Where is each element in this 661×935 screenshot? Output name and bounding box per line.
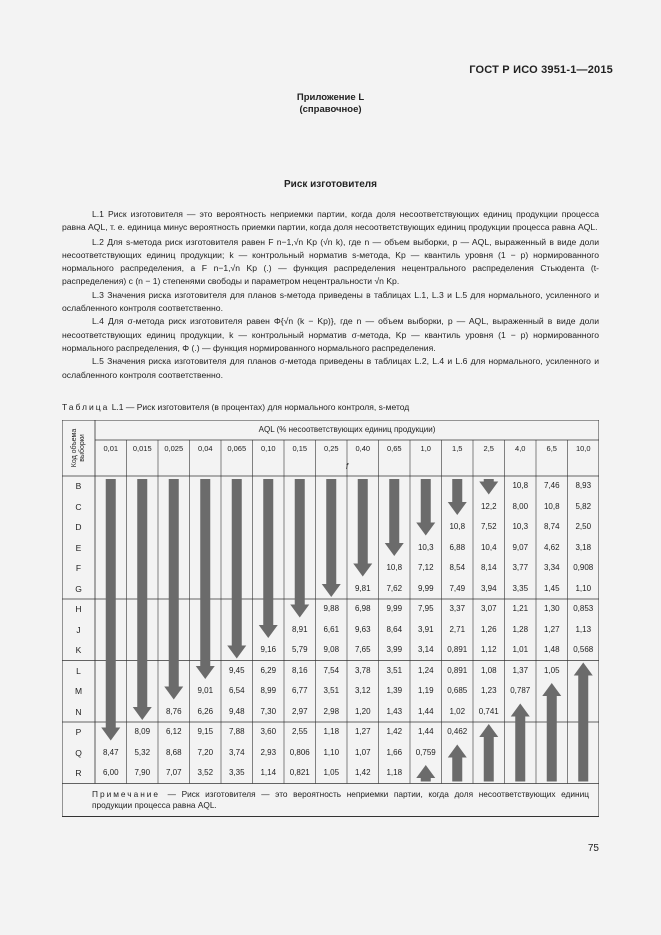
- table-cell: 3,34: [543, 563, 560, 572]
- table-cell: 1,44: [417, 727, 434, 736]
- table-cell: 6,12: [165, 727, 182, 736]
- paragraph-l1: L.1 Риск изготовителя — это вероятность неприемки партии, когда доля несоответствующих единиц продукции процесса равна AQL, т. е. единица минус вероятность приемки партии, когда доля несоответствующих единиц продукции процесса равна AQL.: [62, 209, 599, 233]
- table-cell: 6,77: [291, 686, 308, 695]
- table-cell: 10,8: [543, 501, 560, 511]
- table-cell: 7,46: [543, 481, 560, 490]
- table-cell: 0,908: [573, 563, 594, 572]
- table-cell: 3,35: [512, 583, 529, 593]
- table-cell: 1,26: [480, 624, 497, 634]
- table-cell: 8,93: [575, 481, 592, 490]
- corner-label-text: Код объема выборки: [70, 428, 86, 468]
- table-note-prefix: Примечание: [92, 788, 168, 799]
- table-cell: 6,26: [197, 706, 214, 716]
- aql-value: 0,065: [227, 444, 247, 453]
- table-cell: 0,891: [447, 645, 468, 654]
- table-cell: 3,51: [386, 665, 403, 675]
- table-cell: 5,32: [134, 747, 151, 757]
- aql-value: 2,5: [483, 444, 494, 453]
- table-cell: 7,95: [417, 604, 434, 613]
- table-cell: 7,30: [260, 706, 277, 716]
- table-cell: 4,62: [543, 542, 560, 552]
- table-cell: 3,74: [228, 747, 245, 757]
- table-cell: 2,50: [575, 522, 592, 531]
- table-cell: 8,16: [291, 665, 308, 675]
- aql-value: 0,25: [323, 444, 339, 453]
- row-code: C: [75, 501, 82, 512]
- table-cell: 9,48: [228, 706, 245, 716]
- table-cell: 9,15: [197, 727, 214, 736]
- table-cell: 1,07: [354, 747, 371, 757]
- paragraph-l3: L.3 Значения риска изготовителя для планов s-метода приведены в таблицах L.1, L.3 и L.5 для нормального, усиленного и ослабленного контроля соответственно.: [62, 289, 599, 314]
- table-cell: 9,08: [323, 645, 340, 654]
- aql-value: 6,5: [546, 444, 557, 453]
- aql-header: AQL (% несоответствующих единиц продукции): [258, 425, 436, 434]
- arrow-up-icon: [448, 745, 467, 782]
- aql-value: 1,0: [420, 444, 431, 453]
- paragraphs: [62, 208, 599, 382]
- table-cell: 9,45: [228, 665, 245, 675]
- table-cell: 6,61: [323, 624, 340, 634]
- table-cell: 1,39: [386, 686, 403, 695]
- table-cell: 1,10: [323, 747, 340, 757]
- table-cell: 0,821: [289, 768, 310, 777]
- table-cell: 9,88: [323, 604, 340, 613]
- table-cell: 1,23: [480, 686, 497, 695]
- table-cell: 1,37: [512, 665, 529, 675]
- arrow-down-icon: [259, 479, 278, 638]
- table-cell: 5,79: [291, 645, 308, 654]
- row-code: K: [75, 645, 82, 655]
- table-cell: 7,88: [228, 727, 245, 736]
- aql-value: 0,15: [292, 444, 308, 453]
- arrow-up-icon: [542, 683, 561, 782]
- table-cell: 9,63: [354, 624, 371, 634]
- arrow-down-icon: [385, 479, 404, 556]
- table-cell: 8,68: [165, 747, 182, 757]
- table-cell: 8,09: [134, 727, 151, 736]
- table-cell: 9,99: [386, 604, 403, 613]
- table-cell: 7,07: [165, 768, 182, 777]
- table-cell: 1,27: [543, 624, 560, 634]
- aql-value: 1,5: [452, 444, 463, 453]
- table-cell: 1,18: [386, 768, 403, 777]
- arrow-down-icon: [101, 479, 120, 741]
- table-cell: 1,01: [512, 645, 529, 654]
- table-cell: 3,78: [354, 665, 371, 675]
- table-cell: 9,01: [197, 686, 214, 695]
- table-cell: 1,21: [512, 604, 529, 613]
- paragraph-l2: L.2 Для s-метода риск изготовителя равен F n−1,√n Kp (√n k), где n — объем выборки, p — AQL, выраженный в виде доли несоответствующих единиц продукции; k — контрольный норматив s-метода, Kp — квантиль уровня (1 − p) нормированного нормального распределения, а F n−1,√n Kp (.) — функция распределения нецентрального распределения Стьюдента (t-распределения) с (n − 1) степенями свободы и параметром нецентральности √n Kp.: [62, 236, 599, 287]
- table-cell: 7,54: [323, 665, 340, 675]
- page-number: 75: [587, 843, 599, 854]
- row-code: M: [74, 686, 83, 696]
- row-code: H: [75, 604, 82, 614]
- table-cell: 0,806: [289, 747, 310, 757]
- table-cell: 3,51: [323, 686, 340, 695]
- aql-value: 0,65: [386, 444, 402, 453]
- table-cell: 8,99: [260, 686, 277, 695]
- table-cell: 0,685: [447, 686, 468, 695]
- row-code: L: [76, 665, 81, 676]
- table-cell: 10,8: [449, 522, 466, 531]
- table-cell: 3,37: [449, 604, 466, 613]
- aql-value: 0,015: [132, 444, 152, 453]
- table-cell: 9,99: [417, 583, 434, 593]
- table-cell: 1,66: [386, 747, 403, 757]
- table-cell: 2,98: [323, 706, 340, 716]
- table-cell: 3,07: [480, 604, 497, 613]
- table-cell: 1,28: [512, 624, 529, 634]
- table-cell: 7,65: [354, 645, 371, 654]
- appendix-title: Приложение L: [296, 92, 365, 103]
- table-cell: 0,462: [447, 727, 468, 736]
- f-label: f: [345, 462, 349, 471]
- row-code: N: [75, 706, 82, 717]
- table-cell: 7,52: [480, 522, 497, 531]
- table-cell: 6,88: [449, 542, 466, 552]
- table-cell: 3,99: [386, 645, 403, 654]
- table-cell: 2,55: [291, 727, 308, 736]
- arrow-down-icon: [479, 479, 498, 495]
- table-cell: 0,759: [415, 747, 436, 757]
- row-code: D: [75, 522, 82, 532]
- table-cell: 9,07: [512, 542, 529, 552]
- table-cell: 7,90: [134, 768, 151, 777]
- table-note-text: — Риск изготовителя — это вероятность неприемки партии, когда доля несоответствующих единиц продукции процесса равна AQL.: [92, 788, 590, 810]
- table-cell: 10,4: [480, 542, 497, 552]
- row-code: J: [76, 624, 81, 635]
- document-header: ГОСТ Р ИСО 3951-1—2015: [469, 64, 613, 76]
- row-code: P: [75, 727, 82, 737]
- row-code: F: [75, 563, 82, 573]
- table-cell: 8,76: [165, 706, 182, 716]
- table-cell: 8,91: [291, 624, 308, 634]
- table-cell: 10,3: [512, 522, 529, 531]
- table-cell: 9,16: [260, 645, 277, 654]
- aql-value: 10,0: [575, 444, 591, 453]
- table-cell: 1,19: [417, 686, 434, 695]
- arrow-down-icon: [196, 479, 215, 679]
- arrow-up-icon: [416, 765, 435, 782]
- table-cell: 3,77: [512, 563, 529, 572]
- table-cell: 1,12: [480, 645, 497, 654]
- arrow-down-icon: [133, 479, 152, 720]
- row-code: E: [75, 542, 82, 553]
- table-cell: 8,74: [543, 522, 560, 531]
- table-cell: 5,82: [575, 501, 592, 511]
- table-cell: 2,71: [449, 624, 466, 634]
- aql-value: 4,0: [515, 444, 526, 453]
- table-cell: 3,14: [417, 645, 434, 654]
- arrow-up-icon: [511, 704, 530, 782]
- paragraph-l4: L.4 Для σ-метода риск изготовителя равен Φ{√n (k − Kp)}, где n — объем выборки, p — AQL, выраженный в виде доли несоответствующих единиц продукции, k — контрольный норматив σ-метода, Kp — квантиль уровня (1 − p) нормированного нормального распределения, Φ (.) — функция нормированного нормального распределения.: [62, 316, 599, 353]
- table-cell: 6,29: [260, 665, 277, 675]
- table-cell: 6,98: [354, 604, 371, 613]
- aql-value: 0,025: [164, 444, 184, 453]
- table-cell: 2,97: [291, 706, 308, 716]
- table-cell: 0,568: [573, 645, 594, 654]
- corner-label: [62, 420, 95, 476]
- table-cell: 3,94: [480, 583, 497, 593]
- row-code: B: [75, 481, 82, 491]
- table-cell: 8,54: [449, 563, 466, 572]
- appendix-note: (справочное): [299, 104, 362, 115]
- aql-value: 0,10: [260, 444, 276, 453]
- table-cell: 0,741: [478, 706, 499, 716]
- table-cell: 7,49: [449, 583, 466, 593]
- table-cell: 1,20: [354, 706, 371, 716]
- table-caption-prefix: Таблица: [62, 402, 110, 412]
- table-cell: 0,853: [573, 604, 594, 613]
- table-cell: 0,787: [510, 686, 531, 695]
- appendix-heading: [0, 92, 661, 116]
- table-cell: 1,08: [480, 665, 497, 675]
- table-cell: 7,12: [417, 563, 434, 572]
- table-cell: 3,52: [197, 768, 214, 777]
- table-cell: 1,30: [543, 604, 560, 613]
- risk-table: [62, 420, 599, 817]
- table-cell: 9,81: [354, 583, 371, 593]
- table-cell: 8,64: [386, 624, 403, 634]
- table-note: [92, 789, 589, 812]
- table-cell: 6,00: [102, 768, 119, 777]
- row-code: Q: [75, 747, 82, 758]
- arrow-down-icon: [353, 479, 372, 577]
- table-cell: 1,27: [354, 727, 371, 736]
- table-cell: 8,00: [512, 501, 529, 511]
- table-cell: 2,93: [260, 747, 277, 757]
- table-cell: 8,47: [102, 747, 119, 757]
- table-cell: 1,48: [543, 645, 560, 654]
- arrow-down-icon: [448, 479, 467, 515]
- table-cell: 1,45: [543, 583, 560, 593]
- arrow-down-icon: [227, 479, 246, 659]
- arrow-down-icon: [322, 479, 341, 597]
- arrow-down-icon: [164, 479, 183, 700]
- table-cell: 1,43: [386, 706, 403, 716]
- section-title: Риск изготовителя: [284, 179, 377, 190]
- aql-value: 0,04: [197, 444, 213, 453]
- table-cell: 10,8: [386, 563, 403, 572]
- table-cell: 1,14: [260, 768, 277, 777]
- aql-value: 0,40: [355, 444, 371, 453]
- table-cell: 0,891: [447, 665, 468, 675]
- table-cell: 1,02: [449, 706, 466, 716]
- arrow-down-icon: [290, 479, 309, 618]
- table-cell: 1,10: [575, 583, 592, 593]
- row-code: G: [75, 583, 82, 594]
- table-cell: 1,42: [386, 727, 403, 736]
- table-cell: 1,18: [323, 727, 340, 736]
- table-caption-text: L.1 — Риск изготовителя (в процентах) для нормального контроля, s-метод: [111, 402, 410, 412]
- table-cell: 12,2: [480, 501, 497, 511]
- table-cell: 1,05: [323, 768, 340, 777]
- table-cell: 3,60: [260, 727, 277, 736]
- table-cell: 1,05: [543, 665, 560, 675]
- row-code: R: [75, 768, 82, 778]
- aql-value: 0,01: [103, 444, 119, 453]
- table-cell: 10,3: [417, 542, 434, 552]
- table-cell: 10,8: [512, 481, 529, 490]
- table-cell: 3,18: [575, 542, 592, 552]
- arrow-down-icon: [416, 479, 435, 536]
- table-cell: 7,20: [197, 747, 214, 757]
- table-caption: [62, 402, 409, 412]
- table-cell: 1,24: [417, 665, 434, 675]
- table-cell: 1,13: [575, 624, 592, 634]
- table-cell: 1,44: [417, 706, 434, 716]
- table-cell: 1,42: [354, 768, 371, 777]
- table-cell: 3,12: [354, 686, 371, 695]
- table-cell: 7,62: [386, 583, 403, 593]
- arrow-up-icon: [479, 724, 498, 782]
- paragraph-l5: L.5 Значения риска изготовителя для планов σ-метода приведены в таблицах L.2, L.4 и L.6 для нормального, усиленного и ослабленного контроля соответственно.: [62, 356, 599, 380]
- table-cell: 8,14: [480, 563, 497, 572]
- table-cell: 3,35: [228, 768, 245, 777]
- table-cell: 6,54: [228, 686, 245, 695]
- table-cell: 3,91: [417, 624, 434, 634]
